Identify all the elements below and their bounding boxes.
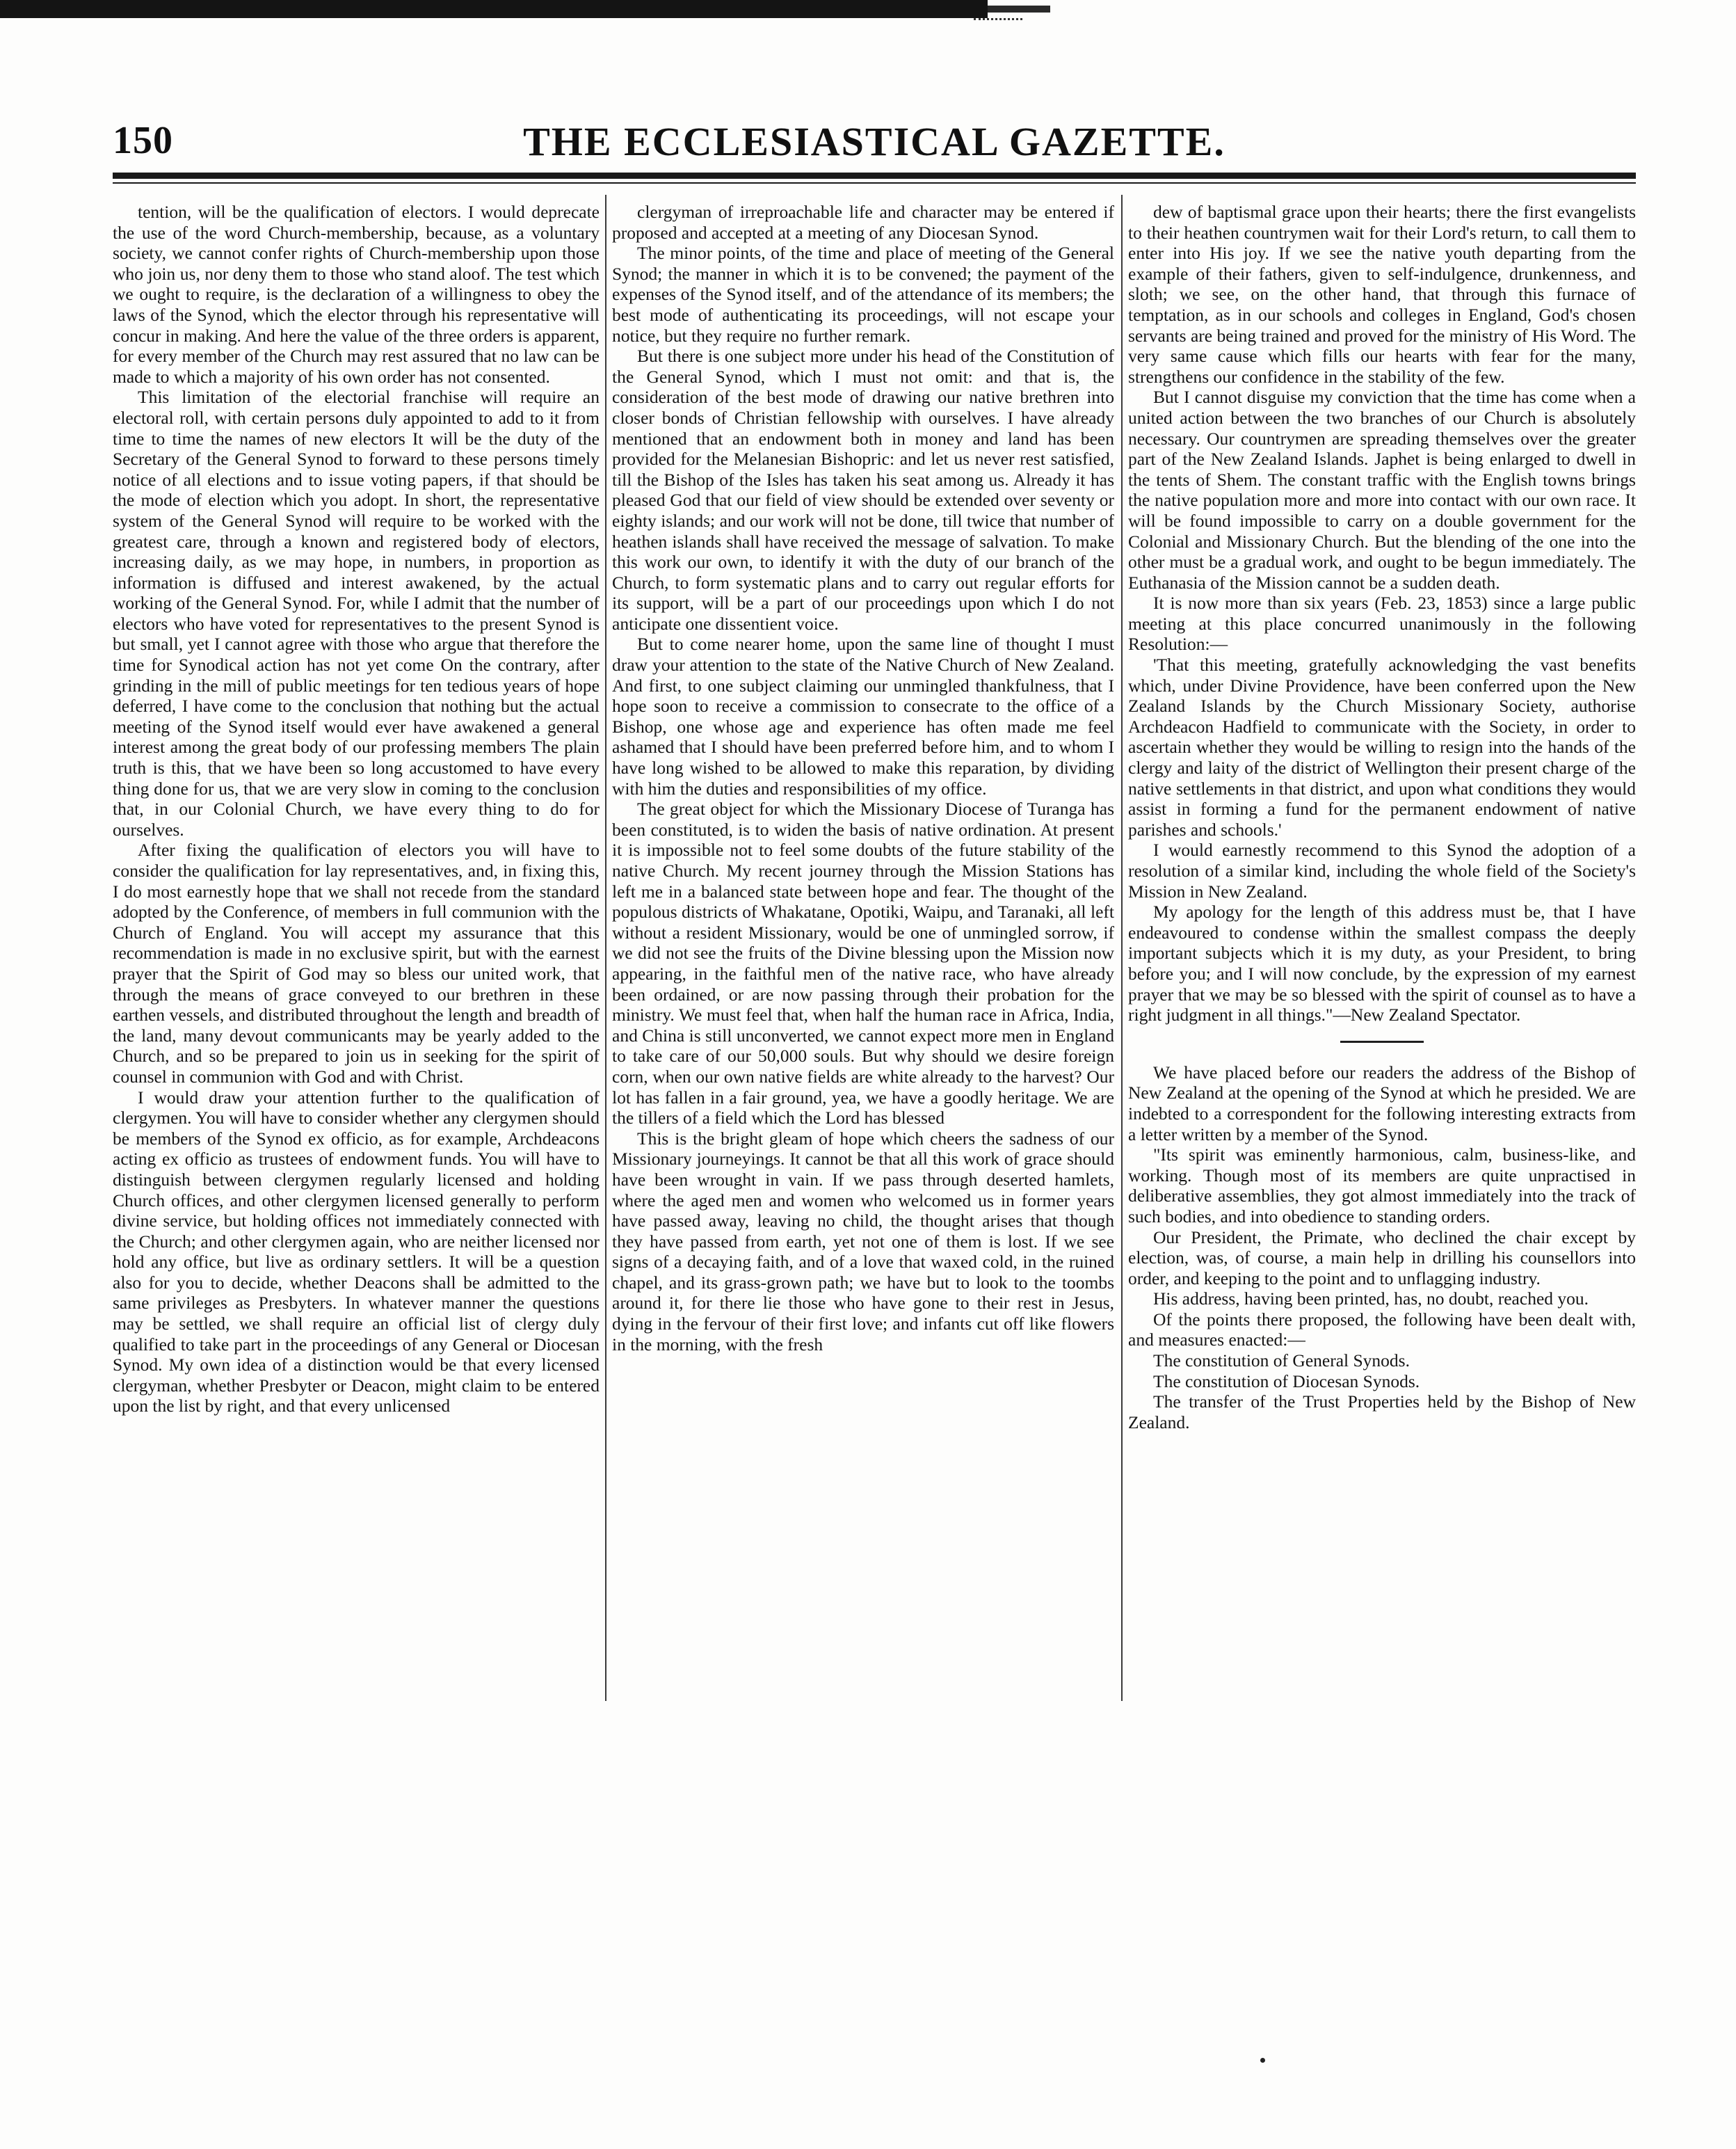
page-header (113, 118, 1636, 167)
paragraph: The minor points, of the time and place of meeting of the General Synod; the manner in which it is to be convened; the payment of the expenses of the Synod itself, and of the attendance of its members; the best mode of authenticating its proceedings, will not escape your notice, but they require no further remark. (612, 243, 1114, 346)
paragraph: But I cannot disguise my conviction that the time has come when a united action between the two branches of our Church is absolutely necessary. Our countrymen are spreading themselves over the greater part of the New Zealand Islands. Japhet is being enlarged to dwell in the tents of Shem. The constant traffic with the English towns brings the native population more and more into contact with our own race. It will be found impossible to carry on a double government for the Colonial and Missionary Church. But the blending of the one into the other must be a gradual work, and ought to be begun immediately. The Euthanasia of the Mission cannot be a sudden death. (1128, 387, 1636, 593)
paragraph: After fixing the qualification of electors you will have to consider the qualification for lay representatives, and, in fixing this, I do most earnestly hope that we shall not recede from the standard adopted by the Conference, of members in full communion with the Church of England. You will accept my assurance that this recommendation is made in no exclusive spirit, but with the earnest prayer that the Spirit of God may so bless our united work, that through the means of grace conveyed to our brethren in these earthen vessels, and distributed throughout the length and breadth of the land, many devout communicants may be yearly added to the Church, and so be prepared to join us in seeking for the spirit of counsel in communion with God and with Christ. (113, 840, 600, 1087)
top-border-rule (0, 0, 988, 18)
text-column-1 (113, 202, 600, 1416)
paragraph: His address, having been printed, has, no doubt, reached you. (1153, 1288, 1589, 1309)
top-border-rule-end (988, 6, 1050, 13)
paragraph: tention, will be the qualification of electors. I would deprecate the use of the word Church-membership, because, as a voluntary society, we cannot confer rights of Church-membership upon those who join us, nor deny them to those who stand aloof. The test which we ought to require, is the declaration of a willingness to obey the laws of the Synod, which the elector through his representative will concur in making. And here the value of the three orders is apparent, for every member of the Church may rest assured that no law can be made to which a majority of his own order has not consented. (113, 202, 600, 387)
paragraph: I would draw your attention further to the qualification of clergymen. You will have to consider whether any clergymen should be members of the Synod ex officio, as for example, Archdeacons acting ex officio as trustees of endowment funds. You will have to distinguish between clergymen regularly licensed and holding Church offices, and other clergymen licensed generally to perform divine service, but holding offices not immediately connected with the Church; and other clergymen again, who are neither licensed nor hold any office, but live as ordinary settlers. It will be a question also for you to decide, whether Deacons shall be admitted to the same privileges as Presbyters. In whatever manner the questions may be settled, we shall require an official list of clergy duly qualified to take part in the proceedings of any General or Diocesan Synod. My own idea of a distinction would be that every licensed clergyman, whether Presbyter or Deacon, might claim to be entered upon the list by right, and that every unlicensed (113, 1087, 600, 1416)
list-item: The constitution of Diocesan Synods. (1153, 1371, 1420, 1391)
column-rule-left (605, 195, 606, 1701)
top-border-dots (974, 18, 1022, 23)
page-number: 150 (113, 119, 173, 162)
paragraph: "Its spirit was eminently harmonious, calm, business-like, and working. Though most of its members are quite unpractised in deliberative assemblies, they got almost immediately into the track of such bodies, and into obedience to standing orders. (1128, 1144, 1636, 1227)
paragraph: But there is one subject more under his head of the Constitution of the General Synod, which I must not omit: and that is, the consideration of the best mode of drawing our native brethren into closer bonds of Christian fellowship with ourselves. I have already mentioned that an endowment both in money and land has been provided for the Melanesian Bishopric: and let us never rest satisfied, till the Bishop of the Isles has taken his seat among us. Already it has pleased God that our field of view should be extended over seventy or eighty islands; and our work will not be done, till twice that number of heathen islands shall have received the message of salvation. To make this work our own, to identify it with the duty of our branch of the Church, to form systematic plans and to carry out regular efforts for its support, will be a part of our proceedings upon which I do not anticipate one dissentient voice. (612, 346, 1114, 634)
paragraph: This is the bright gleam of hope which cheers the sadness of our Missionary journeyings. It cannot be that all this work of grace should have been wrought in vain. If we pass through deserted hamlets, where the aged men and women who welcomed us in former years have passed away, leaving no child, the thought arises that though they have passed from earth, yet not one of them is lost. If we see signs of a decaying faith, and of a love that waxed cold, in the ruined chapel, and its grass-grown path; we have but to look to the toombs around it, for there lie those who have gone to their rest in Jesus, dying in the fervour of their first love; and infants cut off like flowers in the morning, with the fresh (612, 1128, 1114, 1355)
print-speck (1260, 2058, 1265, 2063)
paragraph: My apology for the length of this address must be, that I have endeavoured to condense within the smallest compass the deeply important subjects which it is my duty, as your President, to bring before you; and I will now conclude, by the expression of my earnest prayer that we may be so blessed with the spirit of counsel as to have a right judgment in all things."—New Zealand Spectator. (1128, 902, 1636, 1025)
text-column-2 (612, 202, 1114, 1355)
list-item: The transfer of the Trust Properties held by the Bishop of New Zealand. (1128, 1391, 1636, 1432)
paragraph: I would earnestly recommend to this Synod the adoption of a resolution of a similar kind, including the whole field of the Society's Mission in New Zealand. (1128, 840, 1636, 902)
paragraph: clergyman of irreproachable life and character may be entered if proposed and accepted at a meeting of any Diocesan Synod. (612, 202, 1114, 243)
section-divider (1340, 1041, 1424, 1043)
paragraph: 'That this meeting, gratefully acknowledging the vast benefits which, under Divine Providence, have been conferred upon the New Zealand Islands by the Church Missionary Society, authorise Archdeacon Hadfield to communicate with the Society, in order to ascertain whether they would be willing to resign into the hands of the clergy and laity of the district of Wellington their present charge of the native settlements in that district, and upon what conditions they would assist in forming a fund for the permanent endowment of native parishes and schools.' (1128, 655, 1636, 840)
paragraph: But to come nearer home, upon the same line of thought I must draw your attention to the state of the Native Church of New Zealand. And first, to one subject claiming our unmingled thankfulness, that I hope soon to receive a commission to consecrate to the office of a Bishop, one whose age and experience has often made me feel ashamed that I should have been preferred before him, and to whom I have long wished to be allowed to make this reparation, by dividing with him the duties and responsibilities of my office. (612, 634, 1114, 799)
paragraph: The great object for which the Missionary Diocese of Turanga has been constituted, is to widen the basis of native ordination. At present it is impossible not to feel some doubts of the future stability of the native Church. My recent journey through the Mission Stations has left me in a balanced state between hope and fear. The thought of the populous districts of Whakatane, Opotiki, Waipu, and Taranaki, all left without a resident Missionary, would be one of unmingled sorrow, if we did not see the fruits of the Divine blessing upon the Mission now appearing, in the faithful men of the native race, who have already been ordained, or are now passing through their probation for the ministry. We must feel that, when half the human race in Africa, India, and China is still unconverted, we cannot expect more men in England to take care of our 50,000 souls. But why should we desire foreign corn, when our own native fields are white already to the harvest? Our lot has fallen in a fair ground, yea, we have a goodly heritage. We are the tillers of a field which the Lord has blessed (612, 799, 1114, 1128)
header-rule-thick (113, 173, 1636, 179)
paragraph: It is now more than six years (Feb. 23, 1853) since a large public meeting at this place concurred unanimously in the following Resolution:— (1128, 593, 1636, 655)
paragraph: We have placed before our readers the address of the Bishop of New Zealand at the opening of the Synod at which he presided. We are indebted to a correspondent for the following interesting extracts from a letter written by a member of the Synod. (1128, 1062, 1636, 1144)
text-column-3 (1128, 202, 1636, 1432)
header-rule-thin (113, 182, 1636, 184)
paragraph: Our President, the Primate, who declined the chair except by election, was, of course, a main help in drilling his counsellors into order, and keeping to the point and to unflagging industry. (1128, 1227, 1636, 1288)
paragraph: Of the points there proposed, the following have been dealt with, and measures enacted:— (1128, 1309, 1636, 1350)
paragraph: dew of baptismal grace upon their hearts; there the first evangelists to their heathen countrymen wait for their Lord's return, to call them to enter into His joy. If we see the native youth departing from the example of their fathers, given to self-indulgence, drunkenness, and sloth; we see, on the other hand, that through this furnace of temptation, as in our schools and colleges in England, God's chosen servants are being trained and proved for the ministry of His Word. The very same cause which fills our hearts with fear for the many, strengthens our confidence in the stability of the few. (1128, 202, 1636, 387)
list-item: The constitution of General Synods. (1153, 1350, 1410, 1371)
paragraph: This limitation of the electorial franchise will require an electoral roll, with certain persons duly appointed to add to it from time to time the names of new electors It will be the duty of the Secretary of the General Synod to forward to these persons timely notice of all elections and to issue voting papers, if that should be the mode of election which you adopt. In short, the representative system of the General Synod will require to be worked with the greatest care, through a known and registered body of electors, increasing daily, as we may hope, in numbers, in proportion as information is diffused and interest awakened, by the actual working of the General Synod. For, while I admit that the number of electors who have voted for representatives to the present Synod is but small, yet I cannot agree with those who argue that therefore the time for Synodical action has not yet come On the contrary, after grinding in the mill of public meetings for ten tedious years of hope deferred, I have come to the conclusion that nothing but the actual meeting of the Synod itself would ever have awakened a general interest among the great body of our professing members The plain truth is this, that we have been so long accustomed to have every thing done for us, that we are very slow in coming to the conclusion that, in our Colonial Church, we have every thing to do for ourselves. (113, 387, 600, 840)
journal-title: THE ECCLESIASTICAL GAZETTE. (523, 119, 1225, 164)
column-rule-right (1121, 195, 1123, 1701)
